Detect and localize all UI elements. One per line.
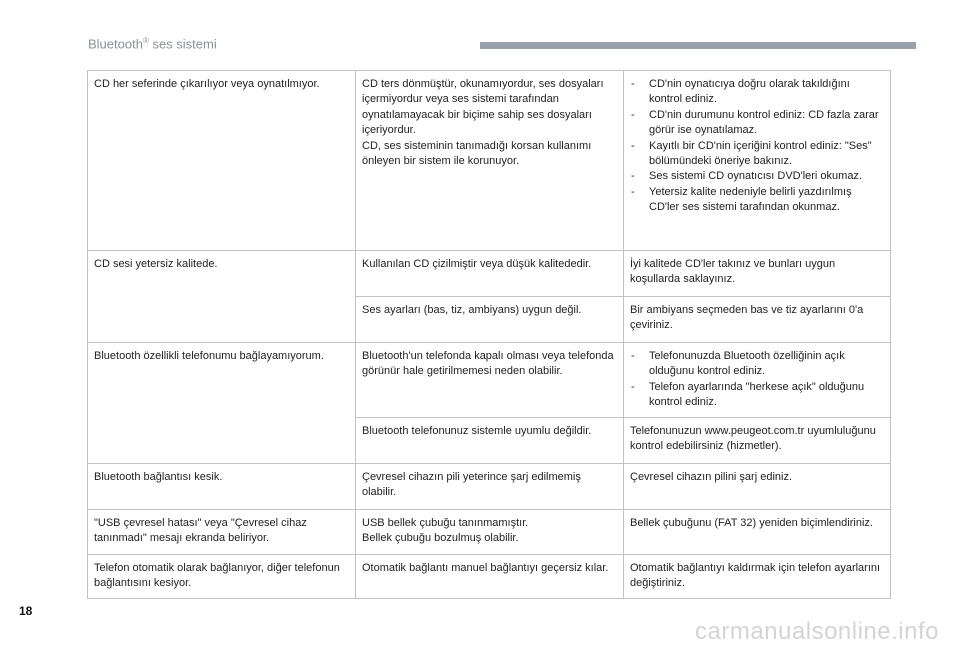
solution-cell: Bellek çubuğunu (FAT 32) yeniden biçimlendiriniz. [624, 510, 891, 555]
list-item: - Ses sistemi CD oynatıcısı DVD'leri okumaz. [630, 169, 884, 184]
troubleshooting-table [87, 70, 891, 599]
solution-cell [624, 343, 891, 418]
section-title-rest: ses sistemi [148, 36, 217, 52]
solution-cell: İyi kalitede CD'ler takınız ve bunları uygun koşullarda saklayınız. [624, 251, 891, 297]
problem-cell: CD her seferinde çıkarılıyor veya oynatılmıyor. [88, 71, 356, 251]
table-row [88, 510, 891, 555]
solution-list [630, 349, 884, 411]
cause-cell: Bluetooth telefonunuz sistemle uyumlu değildir. [356, 418, 624, 464]
problem-cell: Telefon otomatik olarak bağlanıyor, diğer telefonun bağlantısını kesiyor. [88, 555, 356, 599]
cause-cell: Bluetooth'un telefonda kapalı olması veya telefonda görünür hale getirilmemesi neden olabilir. [356, 343, 624, 418]
cause-cell: Otomatik bağlantı manuel bağlantıyı geçersiz kılar. [356, 555, 624, 599]
header-bar [480, 42, 916, 49]
solution-cell: Otomatik bağlantıyı kaldırmak için telefon ayarlarını değiştiriniz. [624, 555, 891, 599]
solution-cell: Çevresel cihazın pilini şarj ediniz. [624, 464, 891, 510]
list-item: - Yetersiz kalite nedeniyle belirli yazdırılmış CD'ler ses sistemi tarafından okunmaz. [630, 185, 884, 216]
list-item: - CD'nin oynatıcıya doğru olarak takıldığını kontrol ediniz. [630, 77, 884, 108]
table-row [88, 555, 891, 599]
problem-cell: Bluetooth özellikli telefonumu bağlayamıyorum. [88, 343, 356, 464]
section-title [88, 36, 217, 51]
table-row [88, 251, 891, 297]
registered-mark: ® [142, 36, 149, 45]
list-item: - Kayıtlı bir CD'nin içeriğini kontrol ediniz: "Ses" bölümündeki öneriye bakınız. [630, 139, 884, 170]
table-row [88, 464, 891, 510]
table-row [88, 343, 891, 418]
section-title-main: Bluetooth [88, 36, 143, 52]
cause-cell: Çevresel cihazın pili yeterince şarj edilmemiş olabilir. [356, 464, 624, 510]
cause-cell: CD ters dönmüştür, okunamıyordur, ses dosyaları içermiyordur veya ses sistemi tarafından oynatılamayacak bir biçime sahip ses dosyaları içeriyordur. CD, ses sisteminin tanımadığı korsan kullanımı önleyen bir sistem ile korunuyor. [356, 71, 624, 251]
problem-cell: CD sesi yetersiz kalitede. [88, 251, 356, 343]
problem-cell: Bluetooth bağlantısı kesik. [88, 464, 356, 510]
page-number: 18 [19, 604, 33, 618]
watermark: carmanualsonline.info [695, 618, 939, 645]
solution-list [630, 77, 884, 216]
cause-cell: Kullanılan CD çizilmiştir veya düşük kalitededir. [356, 251, 624, 297]
solution-cell [624, 71, 891, 251]
solution-cell: Bir ambiyans seçmeden bas ve tiz ayarlarını 0'a çeviriniz. [624, 297, 891, 343]
cause-cell: Ses ayarları (bas, tiz, ambiyans) uygun değil. [356, 297, 624, 343]
list-item: - Telefonunuzda Bluetooth özelliğinin açık olduğunu kontrol ediniz. [630, 349, 884, 380]
solution-cell: Telefonunuzun www.peugeot.com.tr uyumluluğunu kontrol edebilirsiniz (hizmetler). [624, 418, 891, 464]
problem-cell: "USB çevresel hatası" veya "Çevresel cihaz tanınmadı" mesajı ekranda beliriyor. [88, 510, 356, 555]
list-item: - Telefon ayarlarında "herkese açık" olduğunu kontrol ediniz. [630, 380, 884, 411]
cause-cell: USB bellek çubuğu tanınmamıştır. Bellek çubuğu bozulmuş olabilir. [356, 510, 624, 555]
list-item: - CD'nin durumunu kontrol ediniz: CD fazla zarar görür ise oynatılamaz. [630, 108, 884, 139]
table-row [88, 71, 891, 251]
